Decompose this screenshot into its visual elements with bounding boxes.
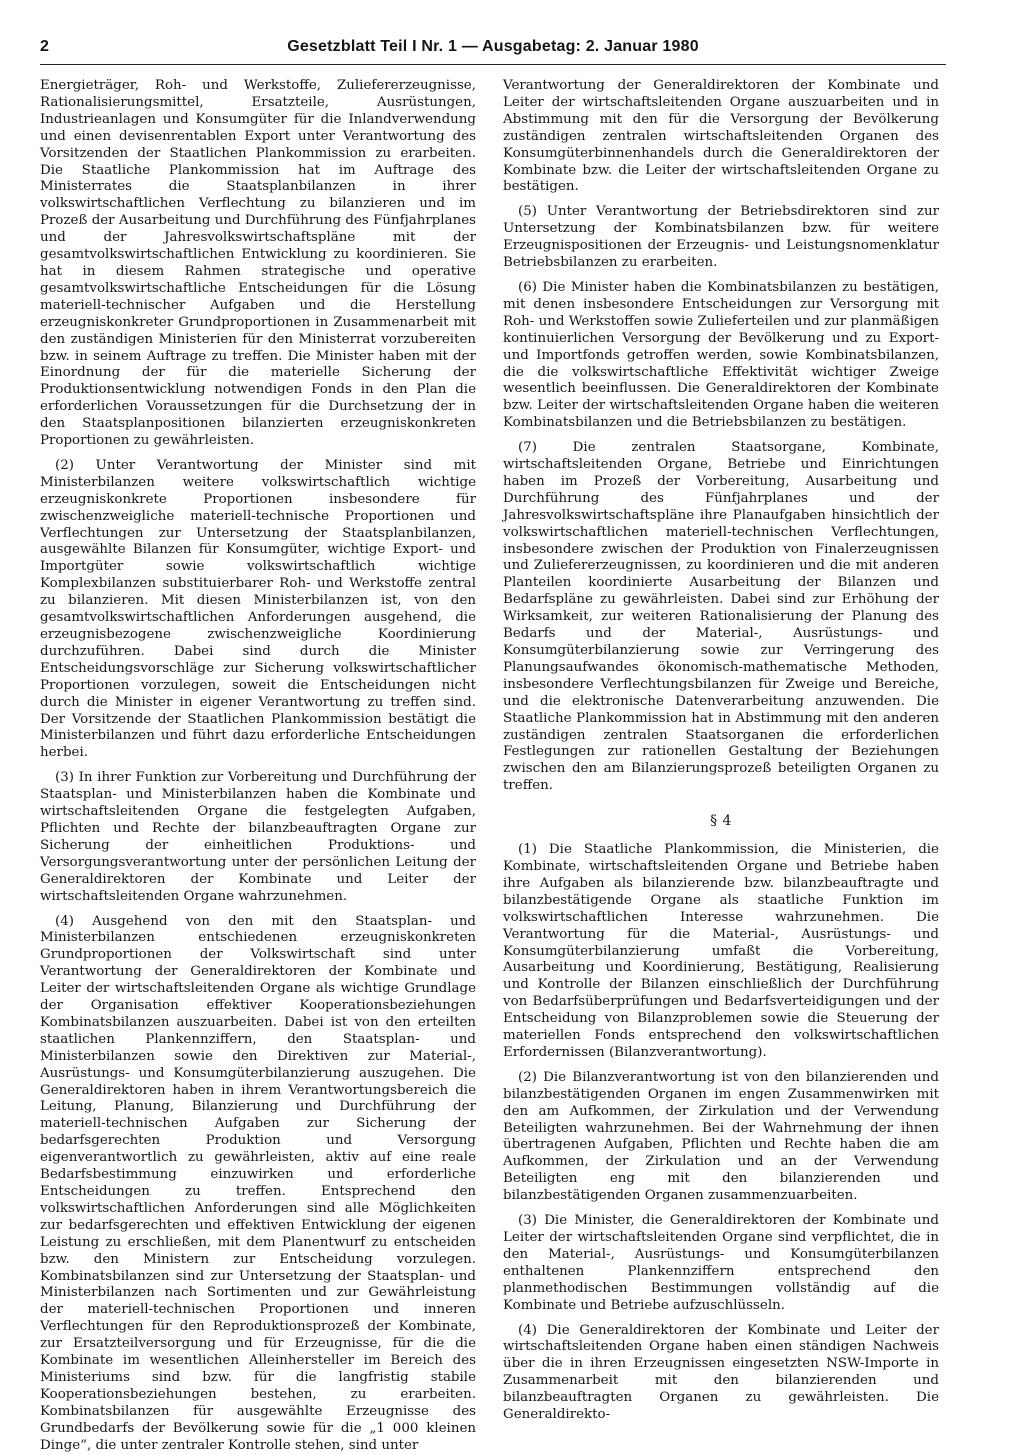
- paragraph: (4) Ausgehend von den mit den Staatsplan- und Ministerbilanzen entschiedenen erzeugniskonkreten Grundproportionen der Volkswirtschaft sind unter Verantwortung der Generaldirektoren der Kombinate und Leiter der wirtschaftsleitenden Organe als wichtige Grundlage der Organisation effektiver Kooperationsbeziehungen Kombinatsbilanzen auszuarbeiten. Dabei ist von den erteilten staatlichen Plankennziffern, den Staatsplan- und Ministerbilanzen sowie den Direktiven zur Material-, Ausrüstungs- und Konsumgüterbilanzierung auszugehen. Die Generaldirektoren haben in ihrem Verantwortungsbereich die Leitung, Planung, Bilanzierung und Durchführung der materiell-technischen Aufgaben zur Sicherung der bedarfsgerechten Produktion und Versorgung eigenverantwortlich zu gewährleisten, aktiv auf eine reale Bedarfsbestimmung einzuwirken und erforderliche Entscheidungen zu treffen. Entsprechend den volkswirtschaftlichen Anforderungen sind alle Möglichkeiten zur bedarfsgerechten und effektiven Entwicklung der eigenen Leistung zu erschließen, mit dem Planentwurf zu entscheiden bzw. den Ministern zur Entscheidung vorzulegen. Kombinatsbilanzen sind zur Untersetzung der Staatsplan- und Ministerbilanzen nach Sortimenten und zur Gewährleistung der materiell-technischen Proportionen und inneren Verflechtungen für den Reproduktionsprozeß der Kombinate, zur Ersatzteilversorgung und für Erzeugnisse, für die die Kombinate im wesentlichen Alleinhersteller im Bereich des Ministeriums sind bzw. für die langfristig stabile Kooperationsbeziehungen bestehen, zu erarbeiten. Kombinatsbilanzen für ausgewählte Erzeugnisse des Grundbedarfs der Bevölkerung sowie für die „1 000 kleinen Dinge“, die unter zentraler Kontrolle stehen, sind unter: [40, 913, 476, 1453]
- section-heading: § 4: [710, 813, 732, 830]
- left-column: [40, 78, 476, 1453]
- paragraph: (4) Die Generaldirektoren der Kombinate und Leiter der wirtschaftsleitenden Organe haben einen ständigen Nachweis über die in ihren Erzeugnissen eingesetzten NSW-Importe in Zusammenarbeit mit den bilanzierenden und bilanzbeauftragten Organen zu gewährleisten. Die Generaldirekto-: [503, 1322, 939, 1423]
- paragraph: (3) In ihrer Funktion zur Vorbereitung und Durchführung der Staatsplan- und Ministerbilanzen haben die Kombinate und wirtschaftsleitenden Organe die festgelegten Aufgaben, Pflichten und Rechte der bilanzbeauftragten Organe zur Sicherung der einheitlichen Produktions- und Versorgungsverantwortung unter der persönlichen Leitung der Generaldirektoren der Kombinate und Leiter der wirtschaftsleitenden Organe wahrzunehmen.: [40, 770, 476, 904]
- paragraph: Energieträger, Roh- und Werkstoffe, Zuliefererzeugnisse, Rationalisierungsmittel, Ersatzteile, Ausrüstungen, Industrieanlagen und Konsumgüter für die Inlandverwendung und einen devisenrentablen Export unter Verantwortung des Vorsitzenden der Staatlichen Plankommission zu erarbeiten. Die Staatliche Plankommission hat im Auftrage des Ministerrates die Staatsplanbilanzen in ihrer volkswirtschaftlichen Verflechtung zu bilanzieren und im Prozeß der Ausarbeitung und Durchführung des Fünfjahrplanes und der Jahresvolkswirtschaftspläne mit der gesamtvolkswirtschaftlichen Entwicklung zu koordinieren. Sie hat in diesem Rahmen strategische und operative gesamtvolkswirtschaftliche Entscheidungen für die Lösung materiell-technischer Aufgaben und die Herstellung erzeugniskonkreter Grundproportionen in Zusammenarbeit mit den zuständigen Ministerien für den Ministerrat vorzubereiten bzw. in seinem Auftrage zu treffen. Die Minister haben mit der Einordnung der für die materielle Sicherung der Produktionsentwicklung notwendigen Fonds in den Plan die erforderlichen Voraussetzungen für die Durchsetzung der in den Staatsplanpositionen bilanzierten erzeugniskonkreten Proportionen zu gewährleisten.: [40, 78, 476, 449]
- paragraph: (6) Die Minister haben die Kombinatsbilanzen zu bestätigen, mit denen insbesondere Entscheidungen zur Versorgung mit Roh- und Werkstoffen sowie Zulieferteilen und zur planmäßigen kontinuierlichen Versorgung der Bevölkerung und zu Export- und Importfonds getroffen werden, sowie Kombinatsbilanzen, die die volkswirtschaftliche Effektivität wichtiger Zweige wesentlich beeinflussen. Die Generaldirektoren der Kombinate bzw. Leiter der wirtschaftsleitenden Organe haben die weiteren Kombinatsbilanzen und die Betriebsbilanzen zu bestätigen.: [503, 279, 939, 431]
- paragraph: Verantwortung der Generaldirektoren der Kombinate und Leiter der wirtschaftsleitenden Organe auszuarbeiten und in Abstimmung mit den für die Versorgung der Bevölkerung zuständigen zentralen wirtschaftsleitenden Organen des Konsumgüterbinnenhandels durch die Generaldirektoren der Kombinate bzw. die Leiter der wirtschaftsleitenden Organe zu bestätigen.: [503, 78, 939, 195]
- paragraph: (2) Unter Verantwortung der Minister sind mit Ministerbilanzen weitere volkswirtschaftlich wichtige erzeugniskonkrete Proportionen insbesondere für zwischenzweigliche materiell-technische Proportionen und Verflechtungen zur Untersetzung der Staatsplanbilanzen, ausgewählte Bilanzen für Konsumgüter, wichtige Export- und Importgüter sowie volkswirtschaftlich wichtige Komplexbilanzen substituierbarer Roh- und Werkstoffe zentral zu bilanzieren. Mit diesen Ministerbilanzen ist, von den gesamtvolkswirtschaftlichen Anforderungen ausgehend, die erzeugnisbezogene zwischenzweigliche Koordinierung durchzuführen. Dabei sind durch die Minister Entscheidungsvorschläge zur Sicherung volkswirtschaftlicher Proportionen vorzulegen, soweit die Entscheidungen nicht durch die Minister in eigener Verantwortung zu treffen sind. Der Vorsitzende der Staatlichen Plankommission bestätigt die Ministerbilanzen und führt dazu erforderliche Entscheidungen herbei.: [40, 457, 476, 761]
- paragraph: (5) Unter Verantwortung der Betriebsdirektoren sind zur Untersetzung der Kombinatsbilanzen bzw. für weitere Erzeugnispositionen der Erzeugnis- und Leistungsnomenklatur Betriebsbilanzen zu erarbeiten.: [503, 204, 939, 271]
- paragraph: (2) Die Bilanzverantwortung ist von den bilanzierenden und bilanzbestätigenden Organen im engen Zusammenwirken mit den am Aufkommen, der Zirkulation und der Verwendung Beteiligten wahrzunehmen. Bei der Wahrnehmung der ihnen übertragenen Aufgaben, Pflichten und Rechte haben die am Aufkommen, der Zirkulation und an der Verwendung Beteiligten eng mit den bilanzierenden und bilanzbestätigenden Organen zusammenzuarbeiten.: [503, 1069, 939, 1204]
- paragraph: (1) Die Staatliche Plankommission, die Ministerien, die Kombinate, wirtschaftsleitenden Organe und Betriebe haben ihre Aufgaben als bilanzierende bzw. bilanzbeauftragte und bilanzbestätigende Organe als staatliche Funktion im volkswirtschaftlichen Interesse wahrzunehmen. Die Verantwortung für die Material-, Ausrüstungs- und Konsumgüterbilanzierung umfaßt die Vorbereitung, Ausarbeitung und Koordinierung, Bestätigung, Realisierung und Kontrolle der Bilanzen einschließlich der Durchführung von Bedarfsüberprüfungen und Bedarfsverteidigungen und der Entscheidung von Bilanzproblemen sowie die Steuerung der materiellen Fonds entsprechend den volkswirtschaftlichen Erfordernissen (Bilanzverantwortung).: [503, 842, 939, 1060]
- running-title: Gesetzblatt Teil I Nr. 1 — Ausgabetag: 2. Januar 1980: [287, 38, 699, 55]
- paragraph: (3) Die Minister, die Generaldirektoren der Kombinate und Leiter der wirtschaftsleitenden Organe sind verpflichtet, die in den Material-, Ausrüstungs- und Konsumgüterbilanzen enthaltenen Plankennziffern entsprechend den planmethodischen Bestimmungen vollständig auf die Kombinate und Betriebe aufzuschlüsseln.: [503, 1213, 939, 1313]
- paragraph: (7) Die zentralen Staatsorgane, Kombinate, wirtschaftsleitenden Organe, Betriebe und Einrichtungen haben im Prozeß der Vorbereitung, Ausarbeitung und Durchführung des Fünfjahrplanes und der Jahresvolkswirtschaftspläne ihre Planaufgaben hinsichtlich der volkswirtschaftlichen materiell-technischen Verflechtungen, insbesondere zwischen der Produktion von Finalerzeugnissen und Zuliefererzeugnissen, zu koordinieren und die mit anderen Planteilen koordinierte Ausarbeitung der Bilanzen und Bedarfspläne zu gewährleisten. Dabei sind zur Erhöhung der Wirksamkeit, zur weiteren Rationalisierung der Planung des Bedarfs und der Material-, Ausrüstungs- und Konsumgüterbilanzierung sowie zur Verringerung des Planungsaufwandes ökonomisch-mathematische Methoden, insbesondere Verflechtungsbilanzen für Zweige und Bereiche, und die elektronische Datenverarbeitung anzuwenden. Die Staatliche Plankommission hat in Abstimmung mit den anderen zuständigen zentralen Staatsorganen die erforderlichen Festlegungen zur rationellen Gestaltung der Beziehungen zwischen den am Bilanzierungsprozeß beteiligten Organen zu treffen.: [503, 440, 939, 794]
- page-header: [40, 38, 946, 65]
- right-column: [503, 78, 939, 1423]
- page-number: 2: [40, 38, 49, 55]
